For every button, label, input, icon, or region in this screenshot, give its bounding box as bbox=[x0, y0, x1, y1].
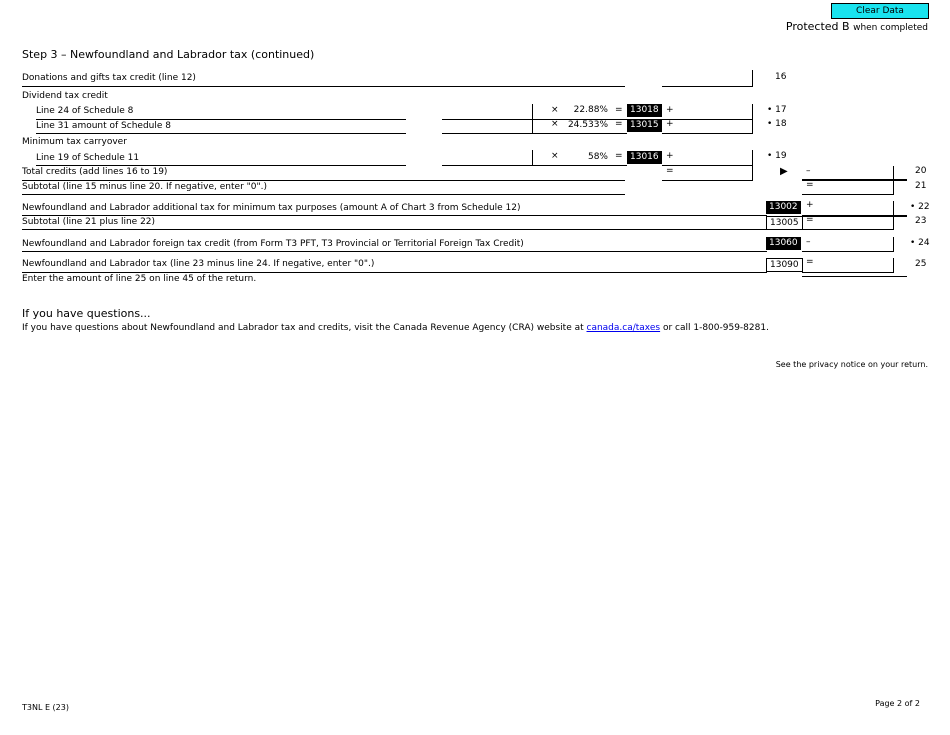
equals-sign: = bbox=[615, 105, 623, 115]
minus-sign: – bbox=[806, 237, 811, 247]
equals-sign: = bbox=[666, 166, 674, 176]
line-number-18: • 18 bbox=[767, 119, 787, 129]
page-number: Page 2 of 2 bbox=[875, 699, 920, 708]
line21-input[interactable] bbox=[815, 181, 893, 195]
equals-sign: = bbox=[806, 257, 814, 267]
enter-instruction: Enter the amount of line 25 on line 45 of the return. bbox=[22, 274, 257, 284]
line-number-17: • 17 bbox=[767, 105, 787, 115]
questions-text-before: If you have questions about Newfoundland and Labrador tax and credits, visit the Canada Revenue Agency (CRA) website at bbox=[22, 323, 587, 333]
questions-heading: If you have questions... bbox=[22, 307, 151, 320]
line-number-20: 20 bbox=[915, 166, 927, 176]
line23-input[interactable] bbox=[815, 216, 893, 230]
equals-sign: = bbox=[615, 119, 623, 129]
questions-text-after: or call 1-800-959-8281. bbox=[660, 323, 769, 333]
arrow-right-icon: ▶ bbox=[780, 166, 788, 177]
line-number-21: 21 bbox=[915, 181, 927, 191]
privacy-notice: See the privacy notice on your return. bbox=[775, 360, 928, 369]
line19-code: 13016 bbox=[627, 151, 662, 164]
equals-sign: = bbox=[615, 151, 623, 161]
questions-text bbox=[22, 323, 769, 333]
line24-input[interactable] bbox=[815, 238, 893, 252]
dividend-heading: Dividend tax credit bbox=[22, 91, 108, 101]
line25-input[interactable] bbox=[815, 259, 893, 273]
plus-sign: + bbox=[666, 151, 674, 161]
line-number-16: 16 bbox=[775, 72, 787, 82]
line20-label: Total credits (add lines 16 to 19) bbox=[22, 167, 168, 177]
line20-input[interactable] bbox=[815, 166, 893, 180]
line-number-23: 23 bbox=[915, 216, 927, 226]
plus-sign: + bbox=[666, 105, 674, 115]
line18-input[interactable] bbox=[675, 120, 753, 134]
line16-input[interactable] bbox=[663, 72, 753, 86]
line25-label: Newfoundland and Labrador tax (line 23 minus line 24. If negative, enter "0".) bbox=[22, 259, 375, 269]
line17-input[interactable] bbox=[675, 105, 753, 119]
line19-amount-input[interactable] bbox=[443, 151, 533, 165]
line17-rate: 22.88% bbox=[573, 105, 608, 115]
line-number-24: • 24 bbox=[910, 238, 930, 248]
line17-label: Line 24 of Schedule 8 bbox=[36, 106, 134, 116]
multiply-sign: × bbox=[551, 151, 559, 161]
minus-sign: – bbox=[806, 166, 811, 176]
line24-code: 13060 bbox=[766, 237, 801, 250]
line22-input[interactable] bbox=[815, 201, 893, 215]
protected-text: Protected B bbox=[785, 20, 850, 33]
line23-label: Subtotal (line 21 plus line 22) bbox=[22, 217, 156, 227]
clear-data-button[interactable]: Clear Data bbox=[831, 3, 929, 19]
protected-b-label bbox=[786, 20, 928, 33]
line-number-25: 25 bbox=[915, 259, 927, 269]
line16-label: Donations and gifts tax credit (line 12) bbox=[22, 73, 196, 83]
line18-amount-input[interactable] bbox=[443, 120, 533, 134]
line18-label: Line 31 amount of Schedule 8 bbox=[36, 121, 171, 131]
plus-sign: + bbox=[806, 200, 814, 210]
section-title: Step 3 – Newfoundland and Labrador tax (continued) bbox=[22, 48, 315, 61]
line22-label: Newfoundland and Labrador additional tax for minimum tax purposes (amount A of Chart 3 from Schedule 12) bbox=[22, 203, 521, 213]
line17-amount-input[interactable] bbox=[443, 105, 533, 119]
line-number-19: • 19 bbox=[767, 151, 787, 161]
line17-code: 13018 bbox=[627, 104, 662, 117]
line19-label: Line 19 of Schedule 11 bbox=[36, 153, 140, 163]
min-tax-heading: Minimum tax carryover bbox=[22, 137, 127, 147]
multiply-sign: × bbox=[551, 105, 559, 115]
equals-sign: = bbox=[806, 180, 814, 190]
line19-rate: 58% bbox=[587, 152, 608, 162]
multiply-sign: × bbox=[551, 119, 559, 129]
line19-input[interactable] bbox=[675, 152, 753, 166]
cra-website-link[interactable]: canada.ca/taxes bbox=[586, 323, 661, 333]
line18-rate: 24.533% bbox=[567, 120, 608, 130]
line18-code: 13015 bbox=[627, 119, 662, 132]
protected-suffix: when completed bbox=[853, 23, 928, 33]
line24-label: Newfoundland and Labrador foreign tax credit (from Form T3 PFT, T3 Provincial or Territorial Foreign Tax Credit) bbox=[22, 239, 524, 249]
line23-code: 13005 bbox=[766, 216, 803, 230]
plus-sign: + bbox=[666, 119, 674, 129]
equals-sign: = bbox=[806, 215, 814, 225]
form-id: T3NL E (23) bbox=[22, 703, 69, 712]
line25-code: 13090 bbox=[766, 258, 803, 272]
line21-label: Subtotal (line 15 minus line 20. If negative, enter "0".) bbox=[22, 182, 268, 192]
line-number-22: • 22 bbox=[910, 202, 930, 212]
line22-code: 13002 bbox=[766, 201, 801, 214]
